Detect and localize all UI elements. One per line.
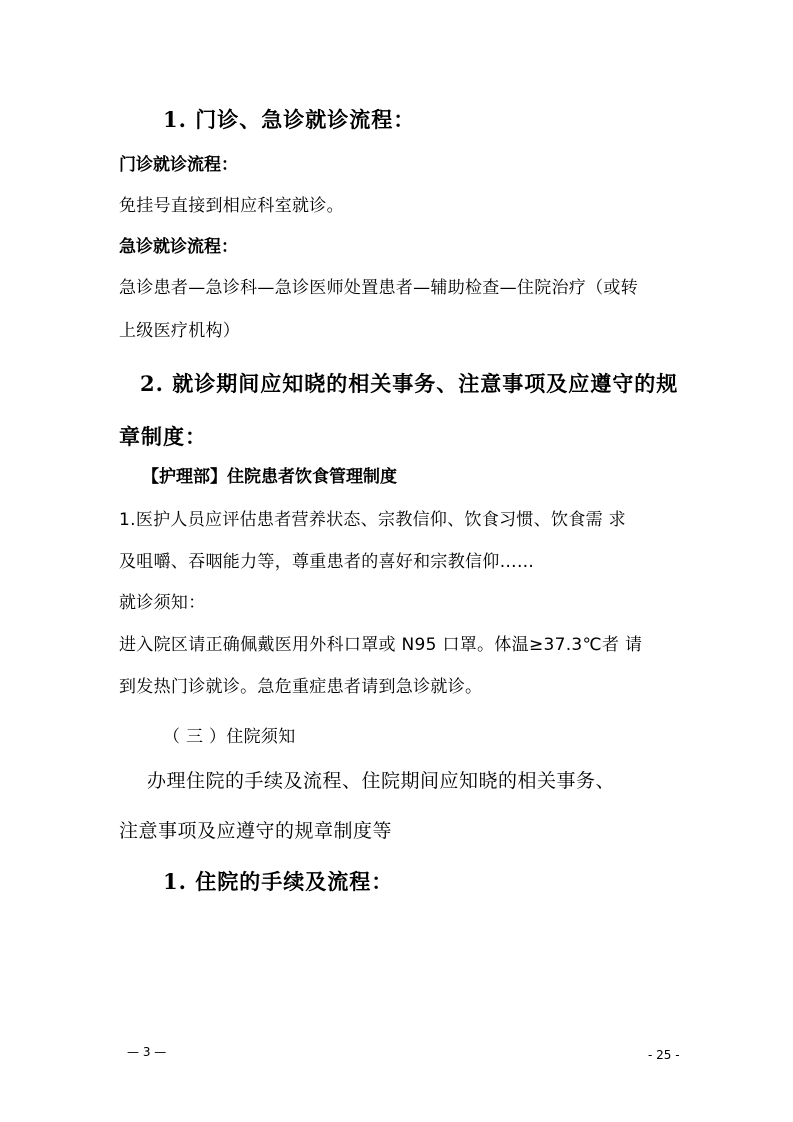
visit-notice-text-line1: 进入院区请正确佩戴医用外科口罩或 N95 口罩。体温≥37.3℃者 请	[119, 635, 643, 655]
emergency-process-text-line1: 急诊患者—急诊科—急诊医师处置患者—辅助检查—住院治疗（或转	[119, 278, 638, 298]
inpatient-intro-line1: 办理住院的手续及流程、住院期间应知晓的相关事务、	[147, 770, 616, 792]
inpatient-notice-heading: （ 三 ）住院须知	[163, 727, 296, 747]
section-heading-rules-line2: 章制度：	[119, 424, 207, 449]
page-number-left: — 3 —	[127, 1045, 167, 1059]
emergency-process-text-line2: 上级医疗机构）	[119, 321, 241, 341]
section-heading-rules-line1: 2. 就诊期间应知晓的相关事务、注意事项及应遵守的规	[140, 371, 679, 396]
visit-notice-title: 就诊须知：	[119, 593, 206, 613]
nursing-diet-rule-title: 【护理部】住院患者饮食管理制度	[142, 467, 397, 487]
page-number-right: - 25 -	[648, 1048, 680, 1062]
section-heading-outpatient-emergency: 1. 门诊、急诊就诊流程：	[163, 107, 416, 132]
outpatient-process-text: 免挂号直接到相应科室就诊。	[119, 196, 344, 216]
inpatient-procedure-heading: 1. 住院的手续及流程：	[163, 869, 394, 894]
nursing-diet-rule-text-line1: 1.医护人员应评估患者营养状态、宗教信仰、饮食习惯、饮食需 求	[119, 510, 626, 530]
emergency-process-title: 急诊就诊流程：	[119, 237, 238, 257]
inpatient-intro-line2: 注意事项及应遵守的规章制度等	[119, 820, 393, 842]
outpatient-process-title: 门诊就诊流程：	[119, 155, 238, 175]
nursing-diet-rule-text-line2: 及咀嚼、吞咽能力等，尊重患者的喜好和宗教信仰……	[119, 552, 535, 572]
visit-notice-text-line2: 到发热门诊就诊。急危重症患者请到急诊就诊。	[119, 677, 483, 697]
